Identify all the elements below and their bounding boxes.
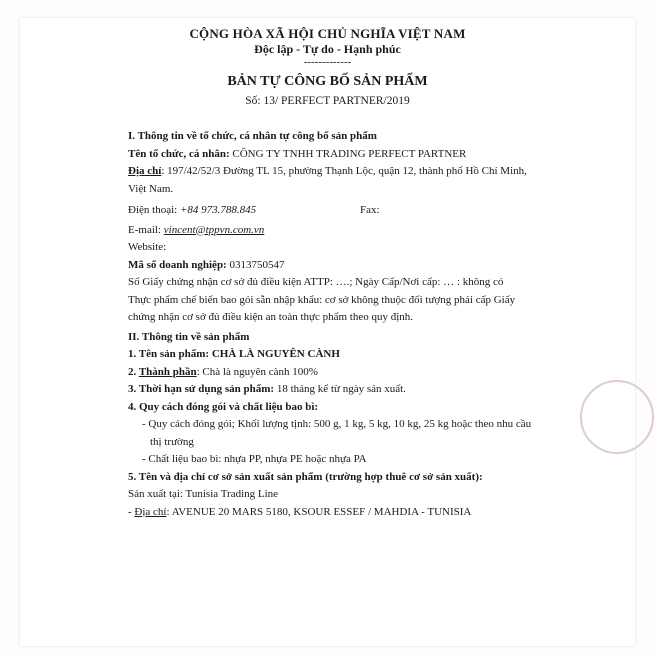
org-label: Tên tổ chức, cá nhân: xyxy=(128,147,230,160)
email-line xyxy=(128,222,538,240)
address-label: Địa chỉ xyxy=(128,165,162,177)
packaging-heading: 4. Quy cách đóng gói và chất liệu bao bì: xyxy=(128,400,319,413)
shelf-life-line xyxy=(128,381,538,399)
country-heading: CỘNG HÒA XÃ HỘI CHỦ NGHĨA VIỆT NAM xyxy=(189,26,466,41)
org-line xyxy=(128,146,538,164)
address-line xyxy=(128,163,538,181)
divider: ------------- xyxy=(303,56,352,68)
document-title: BẢN TỰ CÔNG BỐ SẢN PHẨM xyxy=(227,74,428,89)
document-number: Số: 13/ PERFECT PARTNER/2019 xyxy=(245,95,410,107)
phone-line xyxy=(128,202,538,220)
address-line-2: Việt Nam. xyxy=(128,182,174,195)
manufacturer-address-value: : AVENUE 20 MARS 5180, KSOUR ESSEF / MAHDIA - TUNISIA xyxy=(166,505,472,518)
product-name-value: CHÀ LÀ NGUYÊN CÀNH xyxy=(209,348,340,360)
document-header xyxy=(20,26,635,109)
ingredients-line xyxy=(128,364,538,382)
tax-value: 0313750547 xyxy=(226,258,285,271)
section1-heading: I. Thông tin về tổ chức, cá nhân tự công bố sản phẩm xyxy=(128,130,377,142)
document-sheet xyxy=(20,18,635,646)
tax-label: Mã số doanh nghiệp: xyxy=(128,258,227,271)
email-link[interactable]: vincent@tppvn.com.vn xyxy=(163,223,265,236)
manufacturer-name-line: Sản xuất tại: Tunisia Trading Line xyxy=(128,488,279,500)
section2-heading: II. Thông tin về sản phẩm xyxy=(128,330,250,343)
shelf-life-label: Thời hạn sử dụng sản phẩm: xyxy=(138,383,275,395)
tax-line xyxy=(128,257,538,275)
phone-label: Điện thoại: xyxy=(128,204,180,216)
stamp-seal xyxy=(580,380,654,454)
manufacturer-heading: 5. Tên và địa chỉ cơ sở sản xuất sản phẩm (trường hợp thuê cơ sở sản xuất): xyxy=(128,470,483,483)
document-body xyxy=(128,128,538,521)
manufacturer-address-label: Địa chỉ xyxy=(134,505,167,518)
manufacturer-address-prefix: - xyxy=(128,505,135,518)
org-value: CÔNG TY TNHH TRADING PERFECT PARTNER xyxy=(229,147,467,160)
fax-label: Fax: xyxy=(360,204,380,216)
ingredients-label: Thành phần xyxy=(138,365,197,378)
note-line-1: Thực phẩm chế biến bao gói sẵn nhập khẩu: cơ sở không thuộc đối tượng phải cấp Giấy xyxy=(128,293,516,306)
product-name-label: 1. Tên sản phẩm: xyxy=(128,348,210,360)
manufacturer-address-line xyxy=(128,504,538,522)
address-value: : 197/42/52/3 Đường TL 15, phường Thạnh Lộc, quận 12, thành phố Hồ Chí Minh, xyxy=(161,165,527,177)
shelf-life-value: 18 tháng kể từ ngày sản xuất. xyxy=(274,383,406,395)
packaging-material-line: - Chất liệu bao bì: nhựa PP, nhựa PE hoặc nhựa PA xyxy=(142,453,367,465)
ingredients-value: : Chà là nguyên cành 100% xyxy=(196,365,318,378)
product-name-line xyxy=(128,346,538,364)
phone-value: +84 973.788.845 xyxy=(179,204,257,216)
ingredients-number: 2. xyxy=(128,365,139,378)
certificate-line: Số Giấy chứng nhận cơ sở đủ điều kiện ATTP: ….; Ngày Cấp/Nơi cấp: … : không có xyxy=(128,276,504,288)
packaging-spec-line-2: thị trường xyxy=(150,435,194,448)
packaging-spec-line-1: - Quy cách đóng gói; Khối lượng tịnh: 500 g, 1 kg, 5 kg, 10 kg, 25 kg hoặc theo nhu cầu xyxy=(142,418,532,430)
motto: Độc lập - Tự do - Hạnh phúc xyxy=(254,42,401,56)
website-line: Website: xyxy=(128,241,167,253)
email-label: E-mail: xyxy=(128,223,164,236)
shelf-life-number: 3. xyxy=(128,383,139,395)
note-line-2: chứng nhận cơ sở đủ điều kiện an toàn thực phẩm theo quy định. xyxy=(128,311,414,323)
